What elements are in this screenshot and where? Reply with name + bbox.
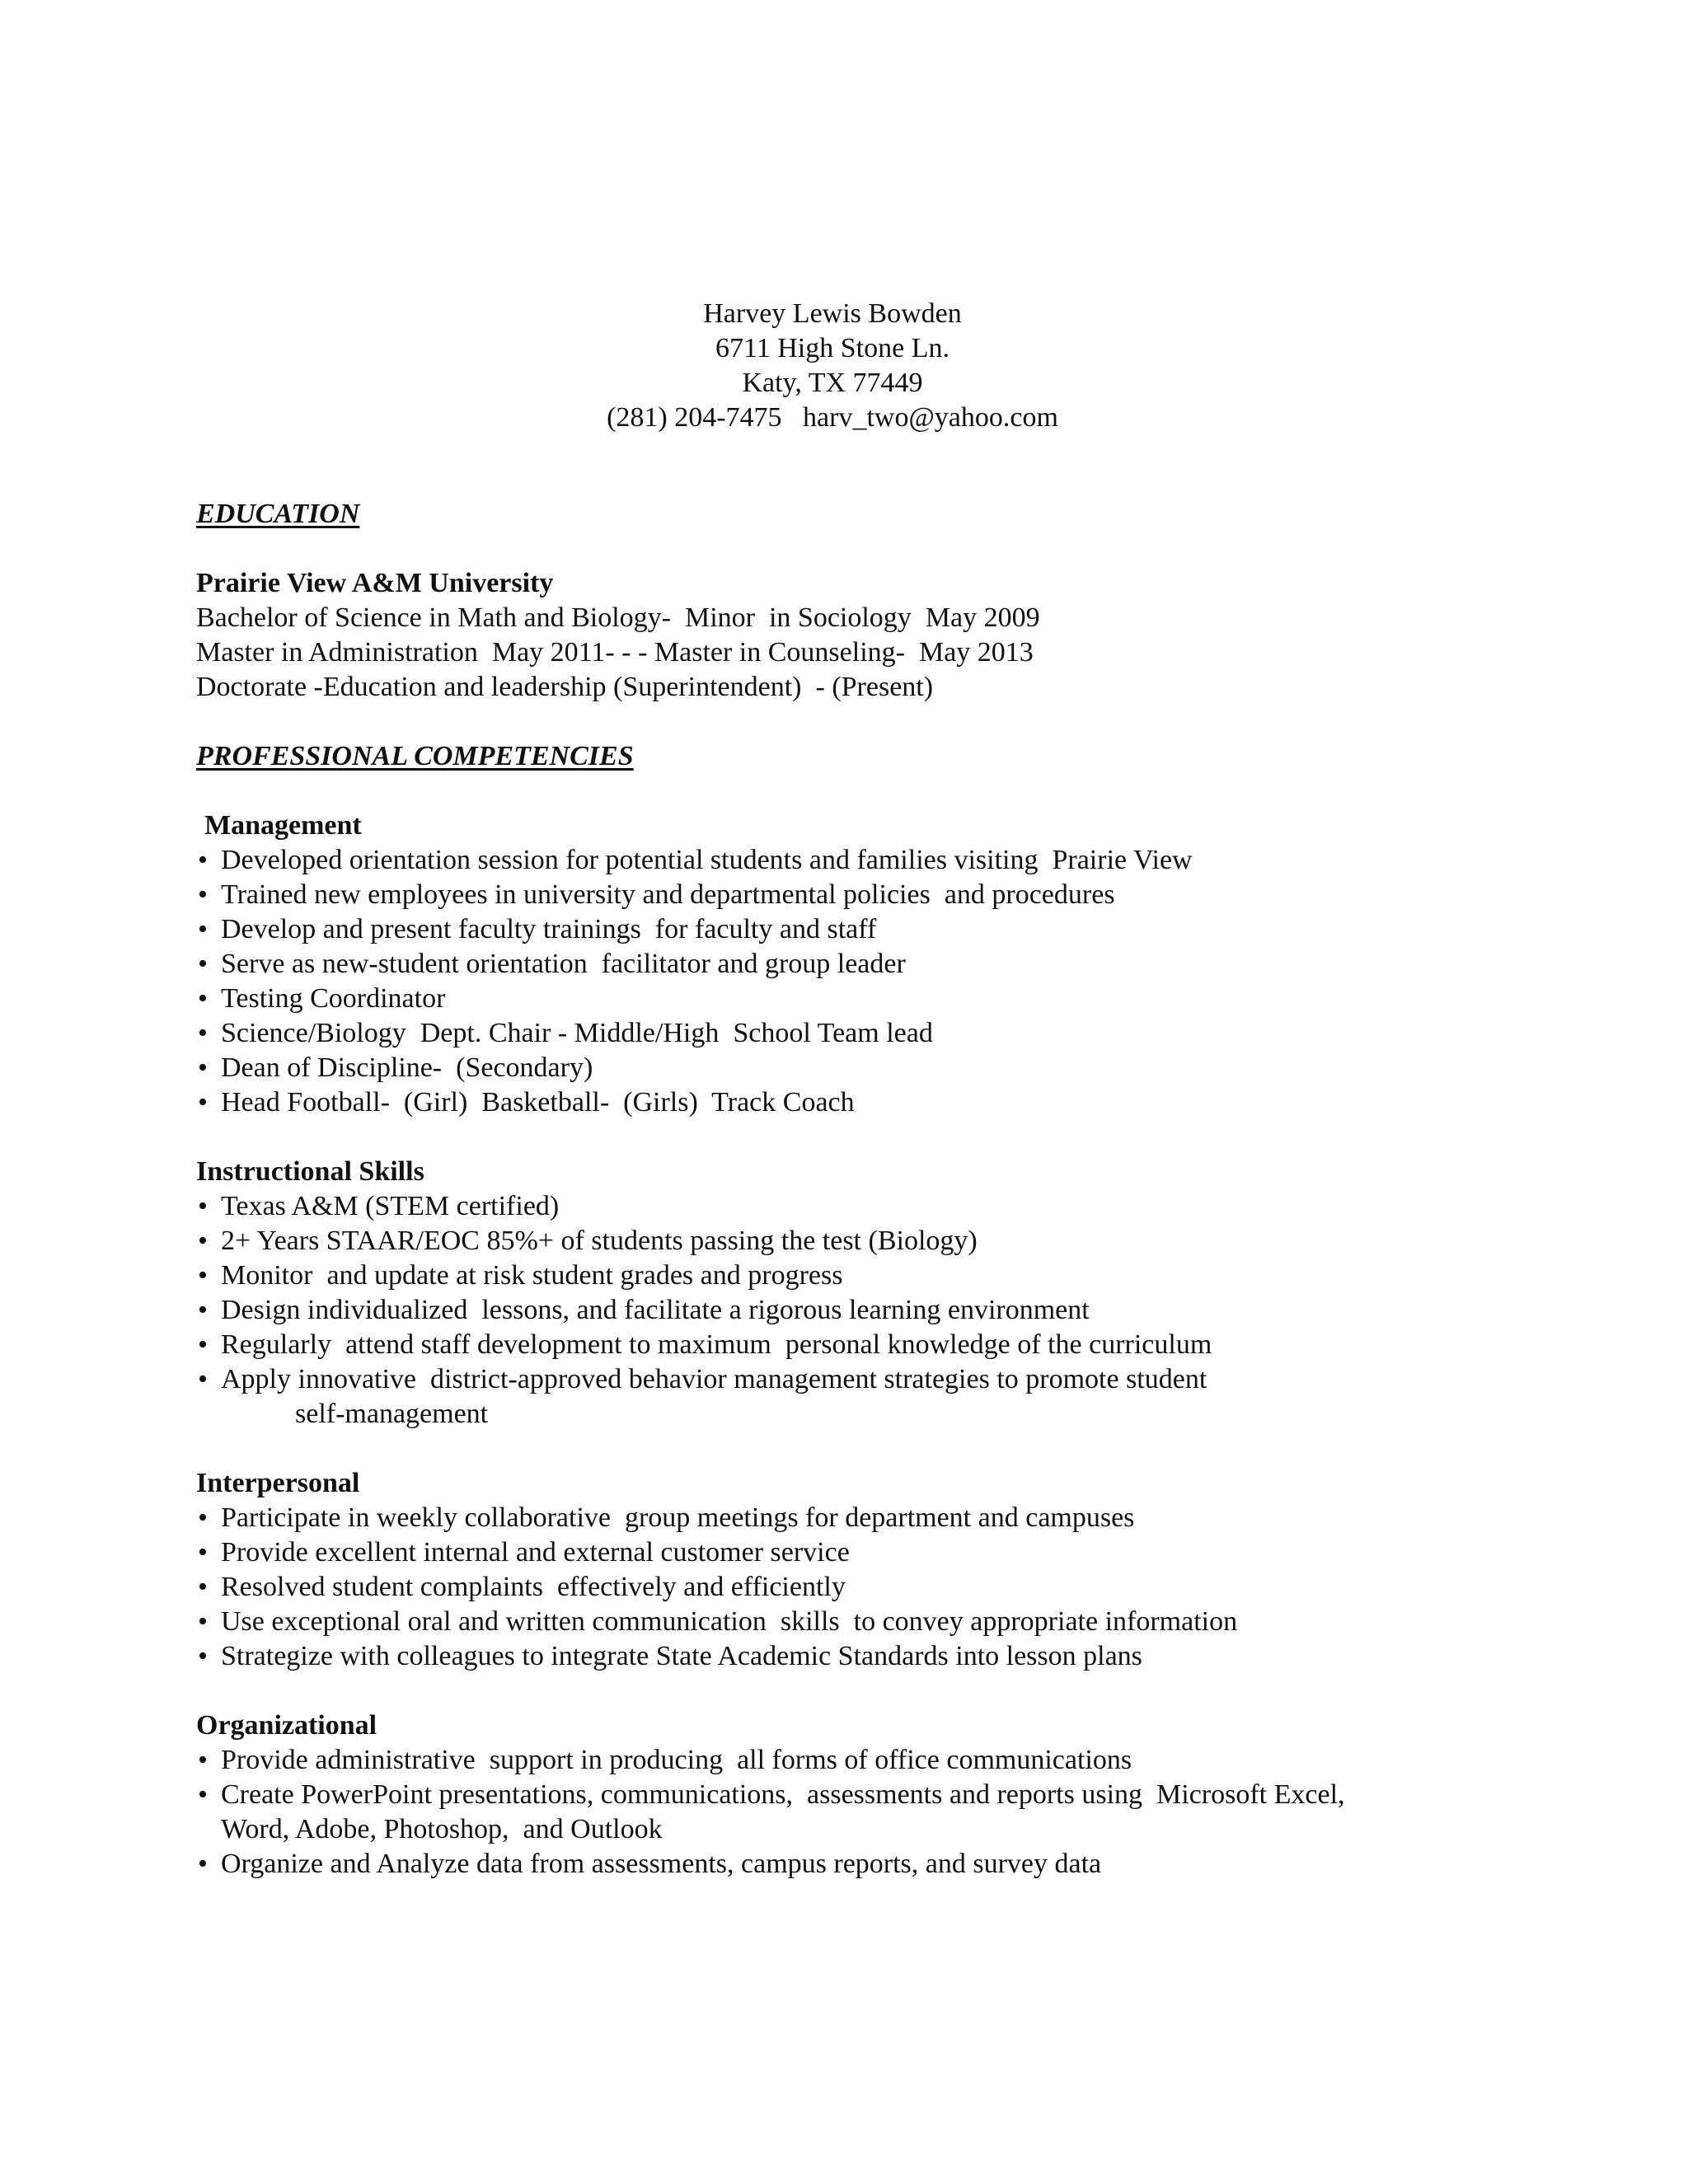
list-item: • Testing Coordinator — [196, 982, 1515, 1016]
contact-city: Katy, TX 77449 — [742, 368, 923, 398]
instructional-title: Instructional Skills — [196, 1156, 424, 1187]
list-item: • Participate in weekly collaborative group meetings for department and campuses — [196, 1501, 1515, 1535]
management-list — [196, 843, 1515, 1120]
list-item-continuation: self-management — [295, 1399, 489, 1429]
degree-line: Bachelor of Science in Math and Biology- Minor in Sociology May 2009 — [196, 602, 1040, 633]
list-item: • Provide administrative support in producing all forms of office communications — [196, 1743, 1515, 1778]
education-block — [196, 566, 1515, 705]
list-item: • Head Football- (Girl) Basketball- (Girls) Track Coach — [196, 1085, 1515, 1120]
list-item: • Provide excellent internal and external customer service — [196, 1535, 1515, 1570]
interpersonal-title: Interpersonal — [196, 1468, 360, 1498]
interpersonal-group — [196, 1466, 1515, 1674]
list-item: • Use exceptional oral and written communication skills to convey appropriate information — [196, 1605, 1515, 1639]
contact-street: 6711 High Stone Ln. — [715, 333, 950, 363]
organizational-group — [196, 1708, 1515, 1882]
instructional-list — [196, 1189, 1515, 1397]
list-item: • Trained new employees in university and departmental policies and procedures — [196, 878, 1515, 912]
organizational-title: Organizational — [196, 1710, 377, 1741]
organizational-list — [196, 1743, 1515, 1882]
contact-phone-email: (281) 204-7475 harv_two@yahoo.com — [607, 402, 1058, 433]
list-item: • Apply innovative district-approved behavior management strategies to promote student — [196, 1362, 1515, 1397]
instructional-group — [196, 1155, 1515, 1432]
list-item: • Resolved student complaints effectively and efficiently — [196, 1570, 1515, 1605]
list-item: • Science/Biology Dept. Chair - Middle/High School Team lead — [196, 1016, 1515, 1051]
list-item: • Design individualized lessons, and facilitate a rigorous learning environment — [196, 1293, 1515, 1328]
list-item: • Developed orientation session for potential students and families visiting Prairie View — [196, 843, 1515, 878]
degree-line: Master in Administration May 2011- - - Master in Counseling- May 2013 — [196, 637, 1034, 668]
list-item: • Texas A&M (STEM certified) — [196, 1189, 1515, 1224]
degree-line: Doctorate -Education and leadership (Superintendent) - (Present) — [196, 672, 934, 702]
school-name: Prairie View A&M University — [196, 568, 554, 598]
list-item — [196, 1778, 1515, 1847]
list-item-text: • Create PowerPoint presentations, communications, assessments and reports using Microsoft Excel, — [221, 1779, 1345, 1810]
list-item: • Strategize with colleagues to integrate State Academic Standards into lesson plans — [196, 1639, 1515, 1674]
list-item: • Organize and Analyze data from assessments, campus reports, and survey data — [196, 1847, 1515, 1882]
list-item: • Monitor and update at risk student grades and progress — [196, 1258, 1515, 1293]
management-title: Management — [204, 810, 362, 841]
list-item: • Dean of Discipline- (Secondary) — [196, 1051, 1515, 1085]
resume-body — [196, 497, 1515, 1916]
list-item: • Develop and present faculty trainings for faculty and staff — [196, 912, 1515, 947]
list-item: • Serve as new-student orientation facilitator and group leader — [196, 947, 1515, 982]
competencies-heading: PROFESSIONAL COMPETENCIES — [196, 741, 634, 771]
contact-header — [0, 297, 1665, 435]
list-item-continuation: Word, Adobe, Photoshop, and Outlook — [221, 1814, 663, 1844]
interpersonal-list — [196, 1501, 1515, 1674]
list-item: • Regularly attend staff development to maximum personal knowledge of the curriculum — [196, 1328, 1515, 1362]
management-group — [196, 808, 1515, 1120]
list-item: • 2+ Years STAAR/EOC 85%+ of students passing the test (Biology) — [196, 1224, 1515, 1258]
contact-name: Harvey Lewis Bowden — [703, 298, 962, 329]
education-heading: EDUCATION — [196, 499, 360, 529]
